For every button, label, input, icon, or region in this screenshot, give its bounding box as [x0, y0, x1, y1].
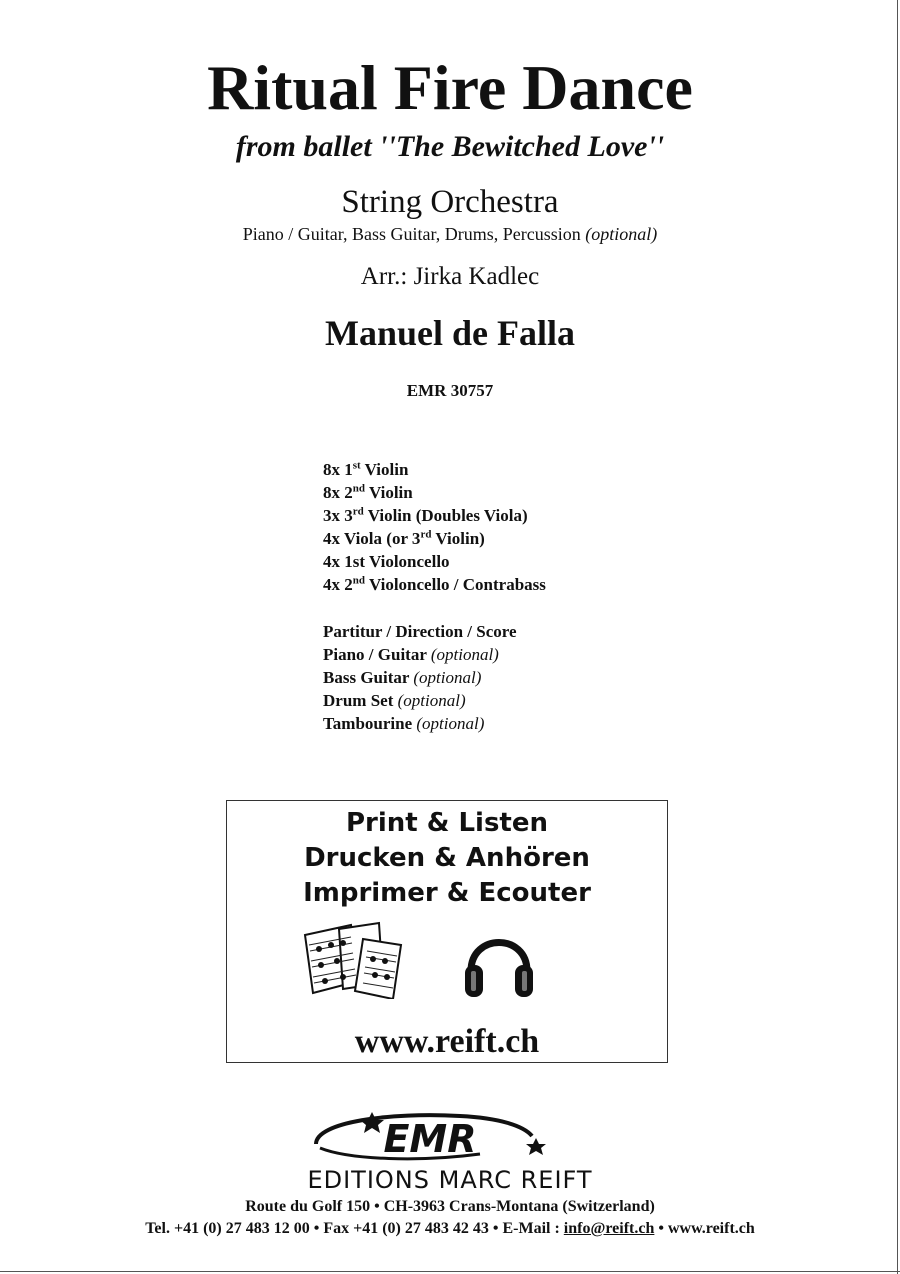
part-row	[323, 573, 546, 596]
promo-website-link[interactable]: www.reift.ch	[354, 1023, 540, 1060]
arranger: Arr.: Jirka Kadlec	[360, 263, 540, 290]
piece-title: Ritual Fire Dance	[207, 52, 693, 123]
promo-line-de: Drucken & Anhören	[304, 843, 590, 873]
optional-note: (optional)	[416, 714, 485, 733]
part-row	[323, 504, 546, 527]
other-parts-list	[323, 620, 517, 735]
part-count: 8x 1	[323, 460, 353, 479]
part-row	[323, 481, 546, 504]
part-row	[323, 666, 517, 689]
part-row	[323, 550, 546, 573]
catalog-number: EMR 30757	[406, 381, 494, 400]
part-row	[323, 643, 517, 666]
part-count: 4x 1st Violoncello	[323, 552, 450, 571]
part-ordinal: st	[352, 459, 361, 472]
print-listen-box	[226, 800, 668, 1063]
part-ordinal: rd	[352, 505, 364, 518]
emr-logo-text: EMR	[383, 1117, 477, 1161]
optional-note: (optional)	[585, 224, 658, 244]
part-row	[323, 689, 517, 712]
part-name: Bass Guitar	[323, 668, 410, 687]
piece-subtitle: from ballet ''The Bewitched Love''	[235, 130, 665, 163]
part-count: 8x 2	[323, 483, 353, 502]
part-name: Violin)	[435, 529, 485, 548]
part-name: Tambourine	[323, 714, 413, 733]
publisher-name: EDITIONS MARC REIFT	[307, 1166, 593, 1194]
emr-logo	[310, 1108, 550, 1166]
string-parts-list	[323, 458, 546, 596]
composer: Manuel de Falla	[325, 313, 575, 353]
optional-note: (optional)	[397, 691, 466, 710]
optional-note: (optional)	[430, 645, 499, 664]
optional-note: (optional)	[413, 668, 482, 687]
promo-line-fr: Imprimer & Ecouter	[303, 878, 591, 908]
part-row	[323, 620, 517, 643]
part-ordinal: nd	[352, 482, 365, 495]
part-count: 3x 3	[323, 506, 353, 525]
part-row	[323, 527, 546, 550]
ensemble-label: String Orchestra	[341, 184, 559, 220]
part-name: Piano / Guitar	[323, 645, 427, 664]
promo-line-en: Print & Listen	[345, 808, 549, 838]
sheet-music-icon	[299, 921, 411, 999]
contact-phone-fax: Tel. +41 (0) 27 483 12 00 • Fax +41 (0) 27 483 42 43 • E-Mail :	[145, 1220, 564, 1237]
part-row	[323, 712, 517, 735]
optional-instruments-text: Piano / Guitar, Bass Guitar, Drums, Percussion	[242, 224, 581, 244]
part-count: 4x Viola (or 3	[323, 529, 421, 548]
part-name: Drum Set	[323, 691, 394, 710]
email-link[interactable]: info@reift.ch	[563, 1220, 655, 1237]
part-name: Violin	[368, 483, 413, 502]
page-border-bottom	[0, 1271, 900, 1272]
headphones-icon	[463, 923, 535, 1003]
part-name: Violin	[364, 460, 409, 479]
publisher-address: Route du Golf 150 • CH-3963 Crans-Montana (Switzerland)	[245, 1198, 655, 1215]
part-name: Violin (Doubles Viola)	[367, 506, 528, 525]
part-row	[323, 458, 546, 481]
part-name: Violoncello / Contrabass	[368, 575, 546, 594]
part-name: Partitur / Direction / Score	[323, 622, 517, 641]
part-count: 4x 2	[323, 575, 353, 594]
part-ordinal: rd	[420, 528, 432, 541]
part-ordinal: nd	[352, 574, 365, 587]
publisher-contact	[0, 1219, 900, 1239]
optional-instruments	[0, 223, 900, 245]
contact-website: • www.reift.ch	[654, 1220, 755, 1237]
